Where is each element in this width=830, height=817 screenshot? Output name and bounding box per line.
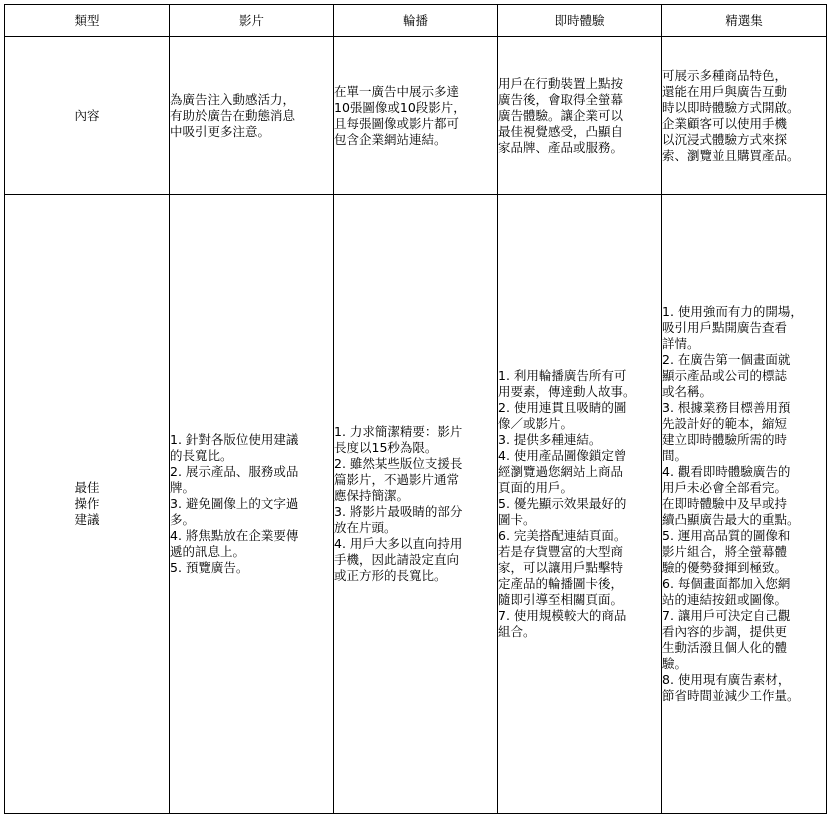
header-video: 影片 <box>170 5 334 37</box>
header-row <box>5 5 827 37</box>
content-carousel-cell: 在單一廣告中展示多達 10張圖像或10段影片， 且每張圖像或影片都可 包含企業網站連結。 <box>334 37 498 195</box>
best-practice-collection-cell: 1. 使用強而有力的開場， 吸引用戶點開廣告查看 詳情。 2. 在廣告第一個畫面就 顯示產品或公司的標誌 或名稱。 3. 根據業務目標善用預 先設計好的範本，縮短 建立即時體驗所需的時 間。 4. 觀看即時體驗廣告的 用戶未必會全部看完。 在即時體驗中及早或持 續凸顯廣告最大的重點。 5. 運用高品質的圖像和 影片組合，將全螢幕體 驗的優勢發揮到極致。 6. 每個畫面都加入您網 站的連結按鈕或圖像。 7. 讓用戶可決定自己觀 看內容的步調，提供更 生動活潑且個人化的體 驗。 8. 使用現有廣告素材， 節省時間並減少工作量。 <box>662 195 827 814</box>
header-collection: 精選集 <box>662 5 827 37</box>
ad-format-comparison-table <box>4 4 827 814</box>
content-row <box>5 37 827 195</box>
content-video-cell: 為廣告注入動感活力， 有助於廣告在動態消息 中吸引更多注意。 <box>170 37 334 195</box>
content-instant-experience-cell: 用戶在行動裝置上點按 廣告後，會取得全螢幕 廣告體驗。讓企業可以 最佳視覺感受，凸顯自 家品牌、產品或服務。 <box>498 37 662 195</box>
row-label-best-practice: 最佳 操作 建議 <box>5 195 170 814</box>
best-practice-carousel-cell: 1. 力求簡潔精要：影片 長度以15秒為限。 2. 雖然某些版位支援長 篇影片，不過影片通常 應保持簡潔。 3. 將影片最吸睛的部分 放在片頭。 4. 用戶大多以直向持用 手機，因此請設定直向 或正方形的長寬比。 <box>334 195 498 814</box>
header-carousel: 輪播 <box>334 5 498 37</box>
row-label-content: 內容 <box>5 37 170 195</box>
best-practice-row <box>5 195 827 814</box>
header-type: 類型 <box>5 5 170 37</box>
best-practice-video-cell: 1. 針對各版位使用建議 的長寬比。 2. 展示產品、服務或品 牌。 3. 避免圖像上的文字過 多。 4. 將焦點放在企業要傳 遞的訊息上。 5. 預覽廣告。 <box>170 195 334 814</box>
content-collection-cell: 可展示多種商品特色， 還能在用戶與廣告互動 時以即時體驗方式開啟。 企業顧客可以使用手機 以沉浸式體驗方式來探 索、瀏覽並且購買產品。 <box>662 37 827 195</box>
best-practice-instant-experience-cell: 1. 利用輪播廣告所有可 用要素，傳達動人故事。 2. 使用連貫且吸睛的圖 像／或影片。 3. 提供多種連結。 4. 使用產品圖像鎖定曾 經瀏覽過您網站上商品 頁面的用戶。 5. 優先顯示效果最好的 圖卡。 6. 完美搭配連結頁面。 若是存貨豐富的大型商 家，可以讓用戶點擊特 定產品的輪播圖卡後， 隨即引導至相關頁面。 7. 使用規模較大的商品 組合。 <box>498 195 662 814</box>
header-instant-experience: 即時體驗 <box>498 5 662 37</box>
